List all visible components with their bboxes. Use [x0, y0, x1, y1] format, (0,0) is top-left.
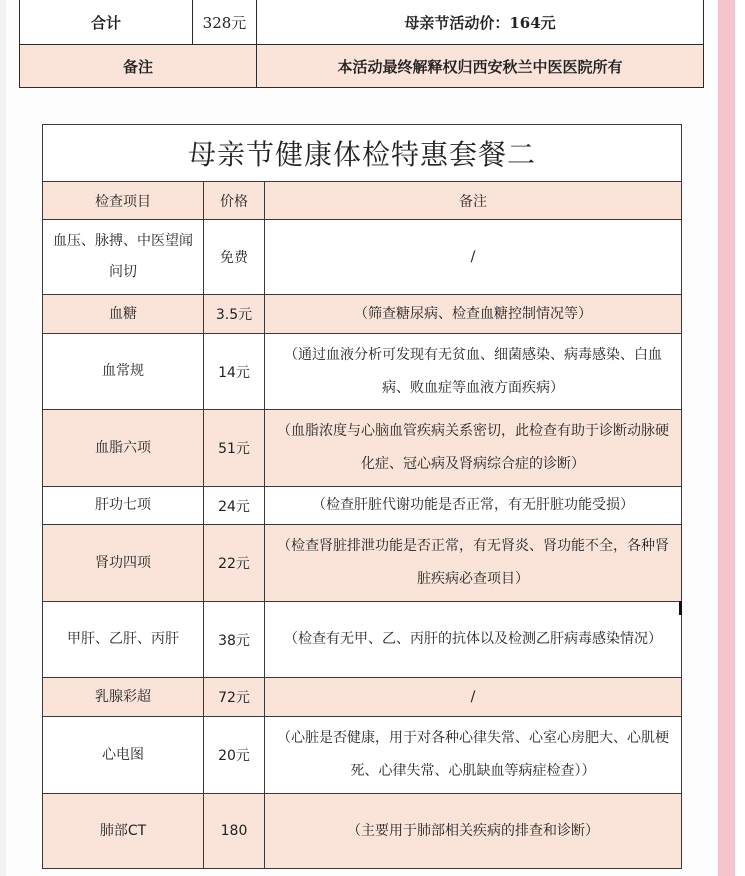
- row-price: 22元: [204, 525, 265, 602]
- table-row: [43, 794, 682, 869]
- row-item: 血压、脉搏、中医望闻问切: [43, 220, 204, 295]
- row-item: 肝功七项: [43, 487, 204, 525]
- row-price: 51元: [204, 410, 265, 487]
- table-row: [43, 410, 682, 487]
- row-item: 肺部CT: [43, 794, 204, 869]
- total-price: 328元: [193, 0, 257, 45]
- row-note: （筛查糖尿病、检查血糖控制情况等）: [265, 295, 682, 334]
- row-item: 血脂六项: [43, 410, 204, 487]
- row-note: （检查肝脏代谢功能是否正常，有无肝脏功能受损）: [265, 487, 682, 525]
- header-note: 备注: [265, 182, 682, 220]
- header-row: [43, 182, 682, 220]
- table-row: [43, 487, 682, 525]
- row-note: （主要用于肺部相关疾病的排查和诊断）: [265, 794, 682, 869]
- summary-table: [19, 0, 704, 88]
- remark-row: [20, 45, 704, 88]
- header-price: 价格: [204, 182, 265, 220]
- row-note: /: [265, 678, 682, 717]
- row-note: （通过血液分析可发现有无贫血、细菌感染、病毒感染、白血病、败血症等血液方面疾病）: [265, 334, 682, 410]
- row-price: 3.5元: [204, 295, 265, 334]
- row-price: 14元: [204, 334, 265, 410]
- page-right-margin: [708, 0, 745, 876]
- row-item: 心电图: [43, 717, 204, 794]
- table-row: [43, 220, 682, 295]
- table-row: [43, 525, 682, 602]
- row-price: 38元: [204, 602, 265, 678]
- row-price: 免费: [204, 220, 265, 295]
- row-price: 24元: [204, 487, 265, 525]
- row-item: 血常规: [43, 334, 204, 410]
- page-left-edge: [0, 0, 6, 876]
- row-note: （检查肾脏排泄功能是否正常，有无肾炎、肾功能不全，各种肾脏疾病必查项目）: [265, 525, 682, 602]
- total-row: [20, 0, 704, 45]
- total-label: 合计: [20, 0, 193, 45]
- row-price: 20元: [204, 717, 265, 794]
- row-price: 72元: [204, 678, 265, 717]
- package-title: 母亲节健康体检特惠套餐二: [43, 125, 682, 182]
- text-cursor: [679, 601, 682, 615]
- package-title-row: [43, 125, 682, 182]
- remark-label: 备注: [20, 45, 257, 88]
- row-item: 甲肝、乙肝、丙肝: [43, 602, 204, 678]
- row-item: 乳腺彩超: [43, 678, 204, 717]
- row-note: （心脏是否健康，用于对各种心律失常、心室心房肥大、心肌梗死、心律失常、心肌缺血等病症检查））: [265, 717, 682, 794]
- package-table: [42, 124, 682, 869]
- header-item: 检查项目: [43, 182, 204, 220]
- row-item: 肾功四项: [43, 525, 204, 602]
- row-note: /: [265, 220, 682, 295]
- table-row: [43, 334, 682, 410]
- table-row: [43, 717, 682, 794]
- row-note: （血脂浓度与心脑血管疾病关系密切，此检查有助于诊断动脉硬化症、冠心病及肾病综合症的诊断）: [265, 410, 682, 487]
- table-row: [43, 602, 682, 678]
- row-price: 180: [204, 794, 265, 869]
- activity-price: 母亲节活动价：164元: [257, 0, 704, 45]
- table-row: [43, 295, 682, 334]
- table-row: [43, 678, 682, 717]
- scroll-track[interactable]: [718, 0, 735, 876]
- row-item: 血糖: [43, 295, 204, 334]
- row-note: （检查有无甲、乙、丙肝的抗体以及检测乙肝病毒感染情况）: [265, 602, 682, 678]
- remark-text: 本活动最终解释权归西安秋兰中医医院所有: [257, 45, 704, 88]
